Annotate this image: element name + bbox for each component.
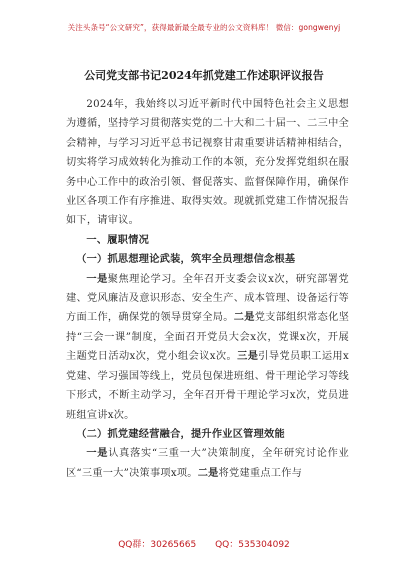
paragraph-text: 认真落实“三重一大”决策制度，全年研究讨论作业区“三重一大”决策事项x项。	[66, 448, 349, 479]
paragraph-text: 引导党员职工运用x党建、学习强国等线上，党员包保进班组、骨干理论学习等线下形式，不断主动学习，全年召开骨干理论学习x次，党员进班组宣讲x次。	[66, 351, 349, 421]
intro-paragraph: 2024年，我始终以习近平新时代中国特色社会主义思想为遵循，坚持学习贯彻落实党的二十大和二十届一、二三中全会精神，与学习习近平总书记视察甘肃重要讲话精神相结合，切实将学习成效转化为推动工作的本领，充分发挥党组织在服务中心工作中的政治引领、督促落实、监督保障作用，确保作业区各项工作有序推进、取得实效。现就抓党建工作情况报告如下，请审议。	[66, 99, 349, 227]
lead-phrase: 二是	[233, 311, 255, 324]
paragraph-text: 将党建重点工作与	[218, 467, 303, 479]
document-title: 公司党支部书记2024年抓党建工作述职评议报告	[84, 69, 324, 82]
paragraph-1	[66, 270, 349, 425]
lead-phrase: 二是	[197, 466, 219, 479]
document-body	[66, 95, 349, 483]
qq-group-number: QQ群：30265665	[118, 540, 197, 550]
subsection-heading: （二）抓党建经营融合，提升作业区管理效能	[76, 427, 285, 440]
paragraph-2	[66, 444, 349, 483]
subsection-heading: （一）抓思想理论武装，筑牢全员理想信念根基	[76, 253, 296, 266]
lead-phrase: 一是	[86, 272, 108, 285]
contact-footer	[0, 537, 408, 550]
paragraph-text: 党支部组织常态化坚持“三会一课”制度，全面召开党员大会x次，党课x次，开展主题党日活动x次，党小组会议x次。	[66, 312, 350, 363]
paragraph-text: 聚焦理论学习。全年召开支委会议x次，研究部署党建、党风廉洁及意识形态、安全生产、成本管理、设备运行等方面工作，确保党的领导贯穿全局。	[66, 273, 349, 324]
promo-banner: 关注头条号“公文研究”，获得最新最全最专业的公文资料库！ 微信：gongwenyj	[67, 23, 341, 32]
lead-phrase: 三是	[237, 350, 259, 363]
qq-number: QQ：535304092	[215, 540, 290, 550]
section-heading: 一、履职情况	[86, 233, 150, 246]
lead-phrase: 一是	[86, 447, 109, 460]
